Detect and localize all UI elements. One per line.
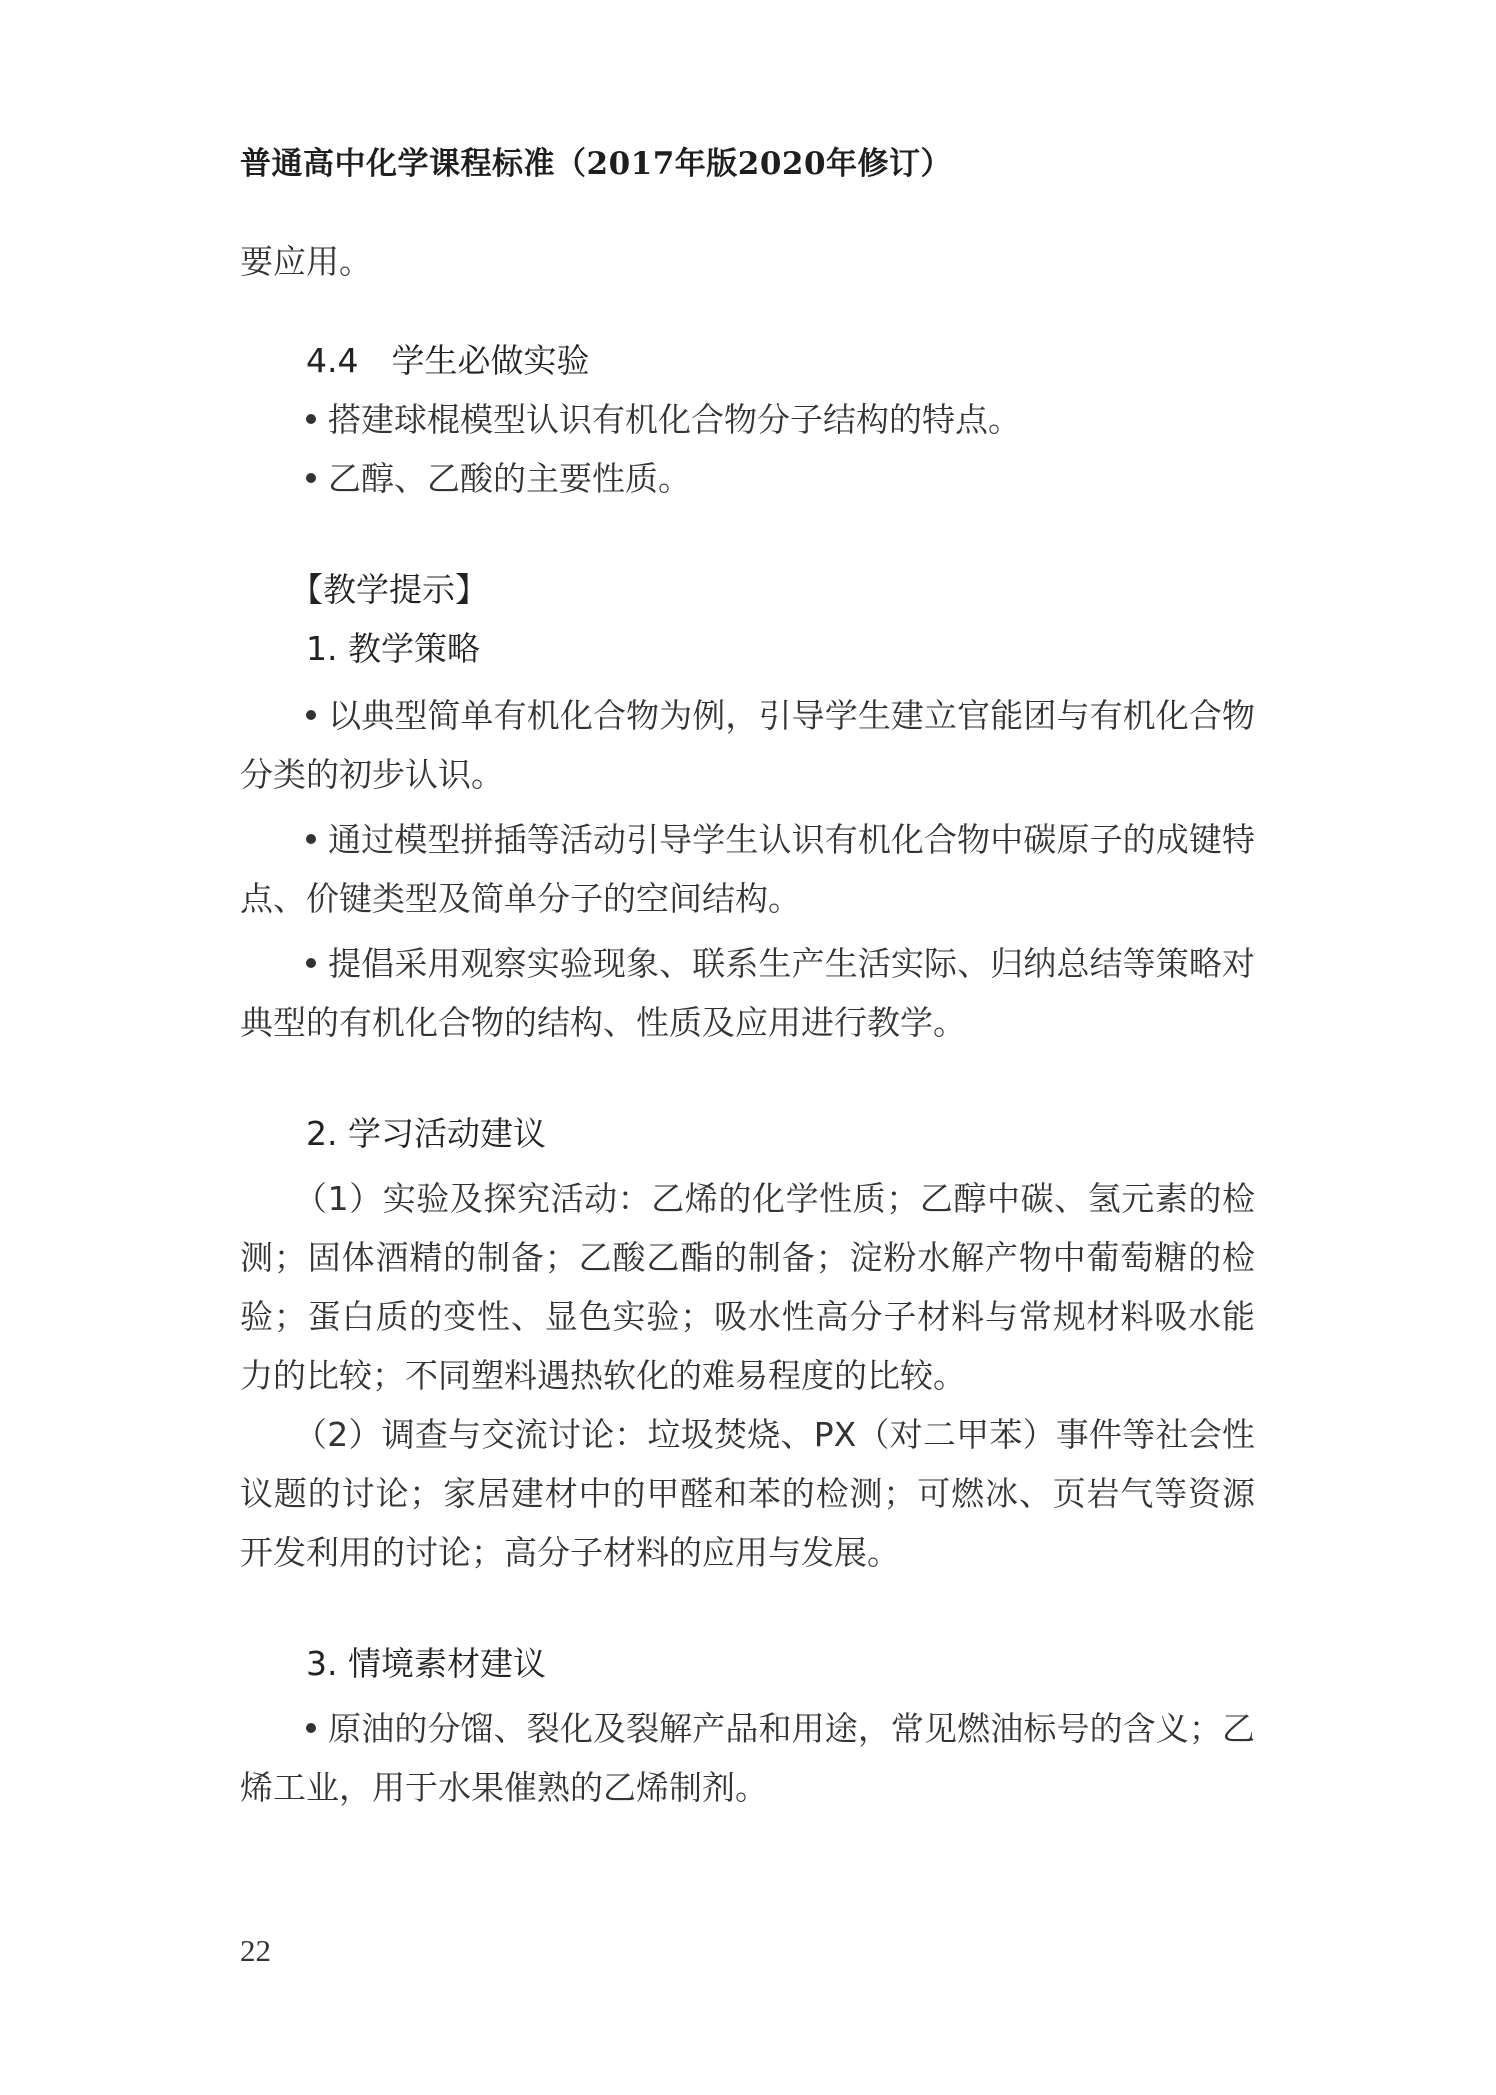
list-item: 提倡采用观察实验现象、联系生产生活实际、归纳总结等策略对典型的有机化合物的结构、性质及应用进行教学。 bbox=[240, 944, 1255, 1042]
bullet-icon bbox=[306, 473, 316, 483]
strategy-heading: 1. 教学策略 bbox=[306, 629, 480, 668]
bullet-icon bbox=[306, 1723, 316, 1733]
page-body bbox=[240, 232, 1255, 1817]
list-item: 搭建球棍模型认识有机化合物分子结构的特点。 bbox=[240, 390, 1255, 449]
list-item: （2）调查与交流讨论：垃圾焚烧、PX（对二甲苯）事件等社会性议题的讨论；家居建材中的甲醛和苯的检测；可燃冰、页岩气等资源开发利用的讨论；高分子材料的应用与发展。 bbox=[240, 1415, 1255, 1572]
running-header: 普通高中化学课程标准（2017年版2020年修订） bbox=[240, 146, 953, 182]
materials-heading: 3. 情境素材建议 bbox=[306, 1644, 546, 1683]
bullet-icon bbox=[306, 958, 316, 968]
bullet-icon bbox=[306, 414, 316, 424]
continuation-text: 要应用。 bbox=[240, 242, 372, 281]
list-item: （1）实验及探究活动：乙烯的化学性质；乙醇中碳、氢元素的检测；固体酒精的制备；乙酸乙酯的制备；淀粉水解产物中葡萄糖的检验；蛋白质的变性、显色实验；吸水性高分子材料与常规材料吸水能力的比较；不同塑料遇热软化的难易程度的比较。 bbox=[240, 1179, 1255, 1395]
section-heading-4-4: 4.4 学生必做实验 bbox=[306, 341, 590, 380]
list-item: 乙醇、乙酸的主要性质。 bbox=[240, 449, 1255, 508]
bullet-icon bbox=[306, 834, 316, 844]
list-item: 通过模型拼插等活动引导学生认识有机化合物中碳原子的成键特点、价键类型及简单分子的空间结构。 bbox=[240, 820, 1255, 918]
list-item: 以典型简单有机化合物为例，引导学生建立官能团与有机化合物分类的初步认识。 bbox=[240, 696, 1255, 794]
list-item: 原油的分馏、裂化及裂解产品和用途，常见燃油标号的含义；乙烯工业，用于水果催熟的乙烯制剂。 bbox=[240, 1709, 1255, 1807]
page-number: 22 bbox=[240, 1933, 271, 1968]
bullet-icon bbox=[306, 710, 316, 720]
teaching-tips-heading: 【教学提示】 bbox=[290, 570, 488, 609]
activities-heading: 2. 学习活动建议 bbox=[306, 1114, 546, 1153]
